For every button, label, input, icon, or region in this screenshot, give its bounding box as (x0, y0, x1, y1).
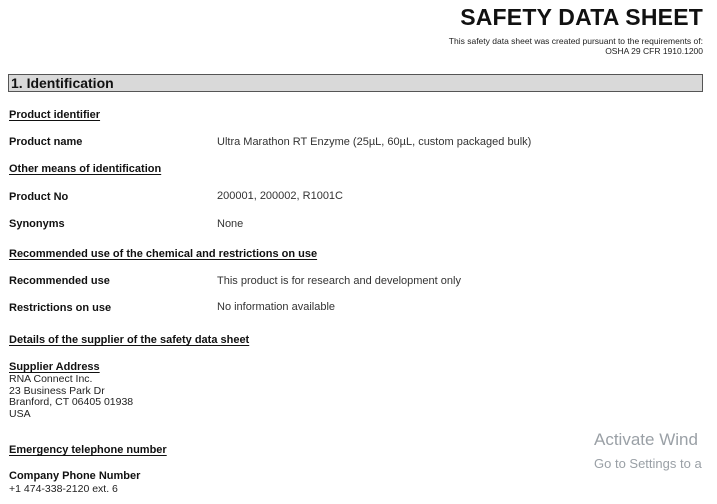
product-no-label: Product No (9, 191, 69, 203)
address-line: Branford, CT 06405 01938 (9, 396, 134, 408)
recommended-use-label: Recommended use (9, 275, 110, 287)
supplier-address-heading: Supplier Address (9, 361, 100, 373)
document-subtitle (449, 36, 703, 56)
subtitle-line-2: OSHA 29 CFR 1910.1200 (605, 46, 703, 56)
product-name-label: Product name (9, 136, 83, 148)
address-line: RNA Connect Inc. (9, 373, 93, 385)
supplier-details-heading: Details of the supplier of the safety data sheet (9, 334, 250, 346)
restrictions-value: No information available (217, 301, 336, 313)
restrictions-label: Restrictions on use (9, 302, 112, 314)
recommended-use-value: This product is for research and development only (217, 275, 461, 287)
company-phone-value: +1 474-338-2120 ext. 6 (9, 483, 118, 495)
supplier-address (9, 374, 133, 420)
address-line: 23 Business Park Dr (9, 384, 105, 397)
company-phone-label: Company Phone Number (9, 470, 141, 482)
recommended-use-heading: Recommended use of the chemical and restrictions on use (9, 248, 318, 260)
product-name-value: Ultra Marathon RT Enzyme (25µL, 60µL, custom packaged bulk) (217, 136, 532, 148)
emergency-phone-heading: Emergency telephone number (9, 444, 167, 456)
synonyms-value: None (217, 218, 244, 230)
address-line: USA (9, 407, 31, 420)
product-no-value: 200001, 200002, R1001C (217, 190, 343, 202)
activate-windows-settings-link[interactable]: Go to Settings to a (594, 456, 702, 471)
document-title: SAFETY DATA SHEET (460, 4, 703, 30)
section-title: 1. Identification (11, 75, 114, 91)
activate-windows-watermark: Activate Wind (594, 430, 698, 449)
section-header (8, 74, 703, 92)
other-means-heading: Other means of identification (9, 163, 162, 175)
subtitle-line-1: This safety data sheet was created pursuant to the requirements of: (448, 36, 703, 46)
product-identifier-heading: Product identifier (9, 109, 101, 121)
synonyms-label: Synonyms (9, 218, 65, 230)
